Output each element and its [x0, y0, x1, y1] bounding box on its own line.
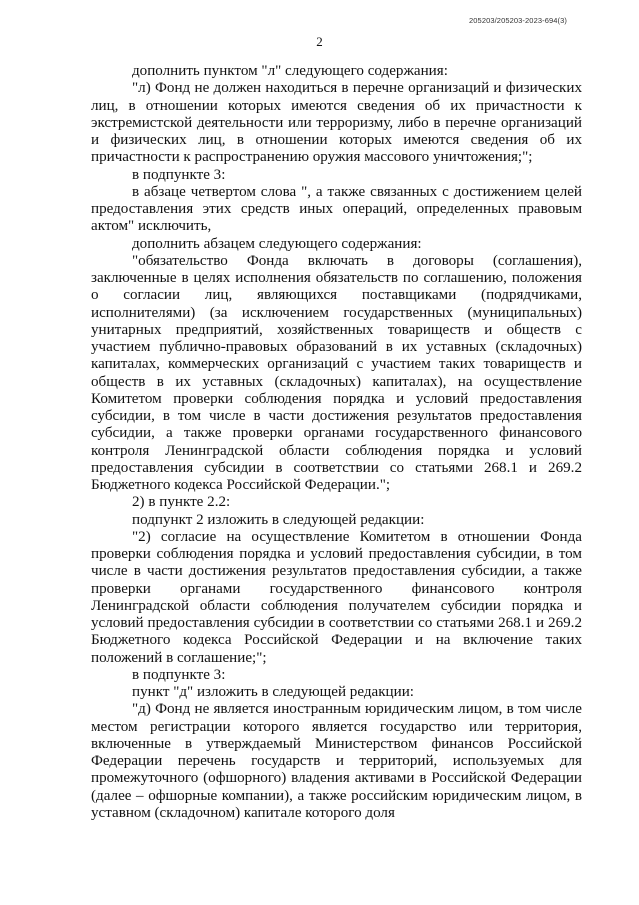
paragraph: дополнить абзацем следующего содержания: [132, 235, 422, 252]
paragraph: дополнить пунктом "л" следующего содержания: [132, 63, 448, 79]
paragraph: "обязательство Фонда включать в договоры (соглашения), заключенные в целях исполнения обязательств по соглашению, положения о согласии лиц, являющихся поставщиками (подрядчиками, исполнителями) (за исключением государственных (муниципальных) унитарных предприятий, хозяйственных товариществ и обществ с участием публично-правовых образований в их уставных (складочных) капиталах, коммерческих организаций с участием таких товариществ и обществ в их уставных (складочных) капиталах), на осуществление Комитетом проверки соблюдения порядка и условий предоставления субсидии, в том числе в части достижения результатов предоставления субсидии, а также проверки органами государственного финансового контроля Ленинградской области соблюдения порядка и условий предоставления субсидии в соответствии со статьями 268.1 и 269.2 Бюджетного кодекса Российской Федерации."; [91, 252, 582, 493]
document-body [91, 63, 582, 822]
paragraph: 2) в пункте 2.2: [132, 494, 231, 511]
paragraph: в подпункте 3: [132, 166, 226, 183]
paragraph: в абзаце четвертом слова ", а также связанных с достижением целей предоставления этих средств иных операций, определенных правовым актом" исключить, [91, 183, 582, 235]
page-number: 2 [316, 34, 323, 49]
paragraph: пункт "д" изложить в следующей редакции: [132, 684, 414, 700]
paragraph: "2) согласие на осуществление Комитетом в отношении Фонда проверки соблюдения порядка и условий предоставления субсидии, в том числе в части достижения результатов предоставления субсидии, а также проверки органами государственного финансового контроля Ленинградской области соблюдения получателем субсидии порядка и условий предоставления субсидии в соответствии со статьями 268.1 и 269.2 Бюджетного кодекса Российской Федерации и на включение таких положений в соглашение;"; [91, 528, 582, 666]
paragraph: "д) Фонд не является иностранным юридическим лицом, в том числе местом регистрации которого является государство или территория, включенные в утверждаемый Министерством финансов Российской Федерации перечень государств и территорий, используемых для промежуточного (офшорного) владения активами в Российской Федерации (далее – офшорные компании), а также российским юридическим лицом, в уставном (складочном) капитале которого доля [91, 701, 582, 821]
paragraph: подпункт 2 изложить в следующей редакции: [132, 511, 425, 528]
document-id: 205203/205203-2023-694(3) [469, 16, 567, 25]
paragraph: "л) Фонд не должен находиться в перечне организаций и физических лиц, в отношении которых имеются сведения об их причастности к экстремистской деятельности или терроризму, либо в перечне организаций и физических лиц, в отношении которых имеются сведения об их причастности к распространению оружия массового уничтожения;"; [91, 80, 582, 166]
paragraph: в подпункте 3: [132, 666, 226, 683]
